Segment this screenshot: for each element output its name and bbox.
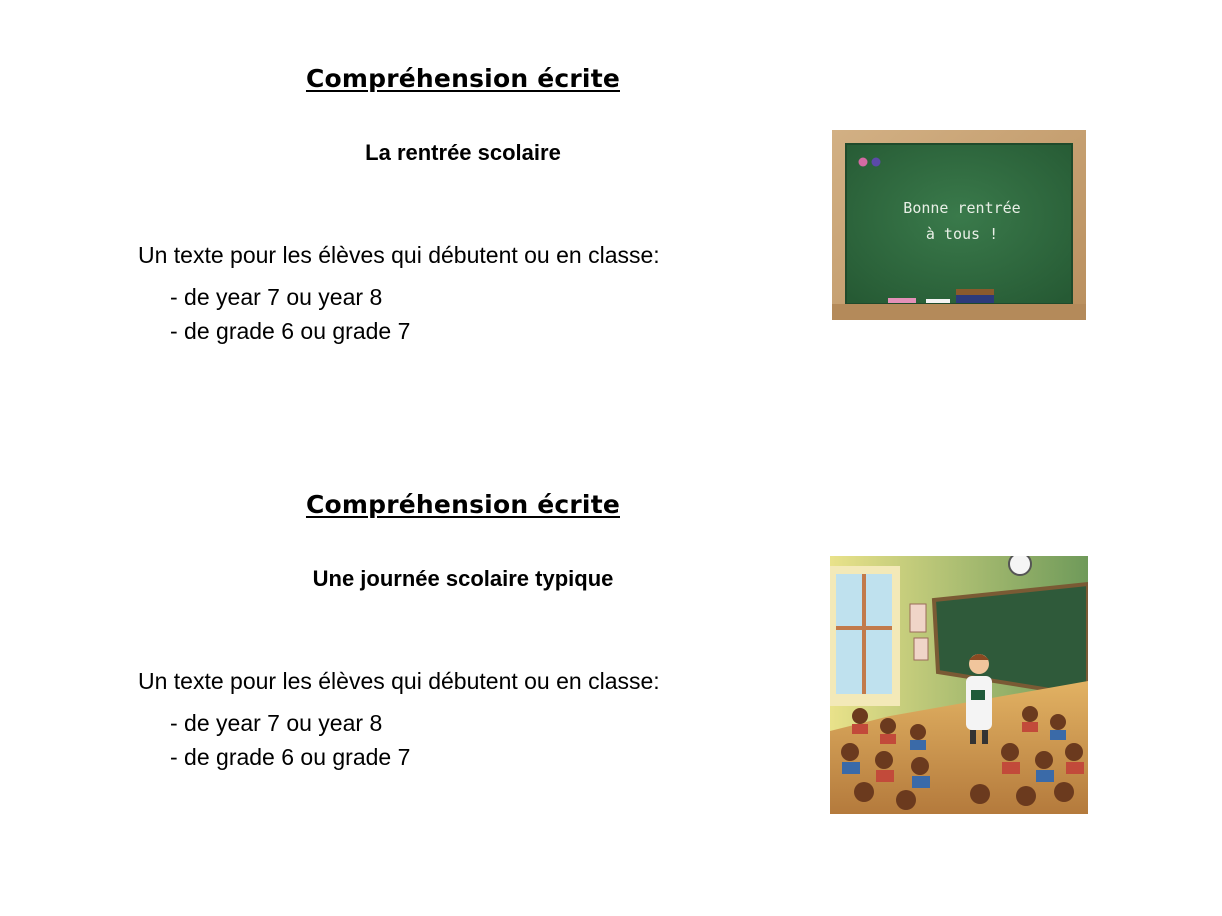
- worksheet-intro: Un texte pour les élèves qui débutent ou en classe:: [138, 242, 660, 268]
- level-list: [170, 706, 410, 774]
- level-list: [170, 280, 410, 348]
- level-item: - de year 7 ou year 8: [170, 710, 383, 736]
- chalk-text-line2: à tous !: [925, 225, 999, 243]
- worksheet-intro: Un texte pour les élèves qui débutent ou en classe:: [138, 668, 660, 694]
- worksheet-subtitle: La rentrée scolaire: [365, 140, 561, 165]
- worksheet-subtitle: Une journée scolaire typique: [312, 566, 614, 591]
- worksheet-card-2: [0, 426, 1222, 786]
- classroom-image: [830, 556, 1088, 814]
- level-item: - de year 7 ou year 8: [170, 284, 383, 310]
- chalkboard-image: [832, 130, 1086, 320]
- worksheet-card-1: [0, 0, 1222, 360]
- worksheet-heading: Compréhension écrite: [305, 64, 620, 93]
- level-item: - de grade 6 ou grade 7: [170, 744, 411, 770]
- level-item: - de grade 6 ou grade 7: [170, 318, 411, 344]
- chalk-text-line1: Bonne rentrée: [903, 199, 1021, 217]
- worksheet-heading: Compréhension écrite: [305, 490, 620, 519]
